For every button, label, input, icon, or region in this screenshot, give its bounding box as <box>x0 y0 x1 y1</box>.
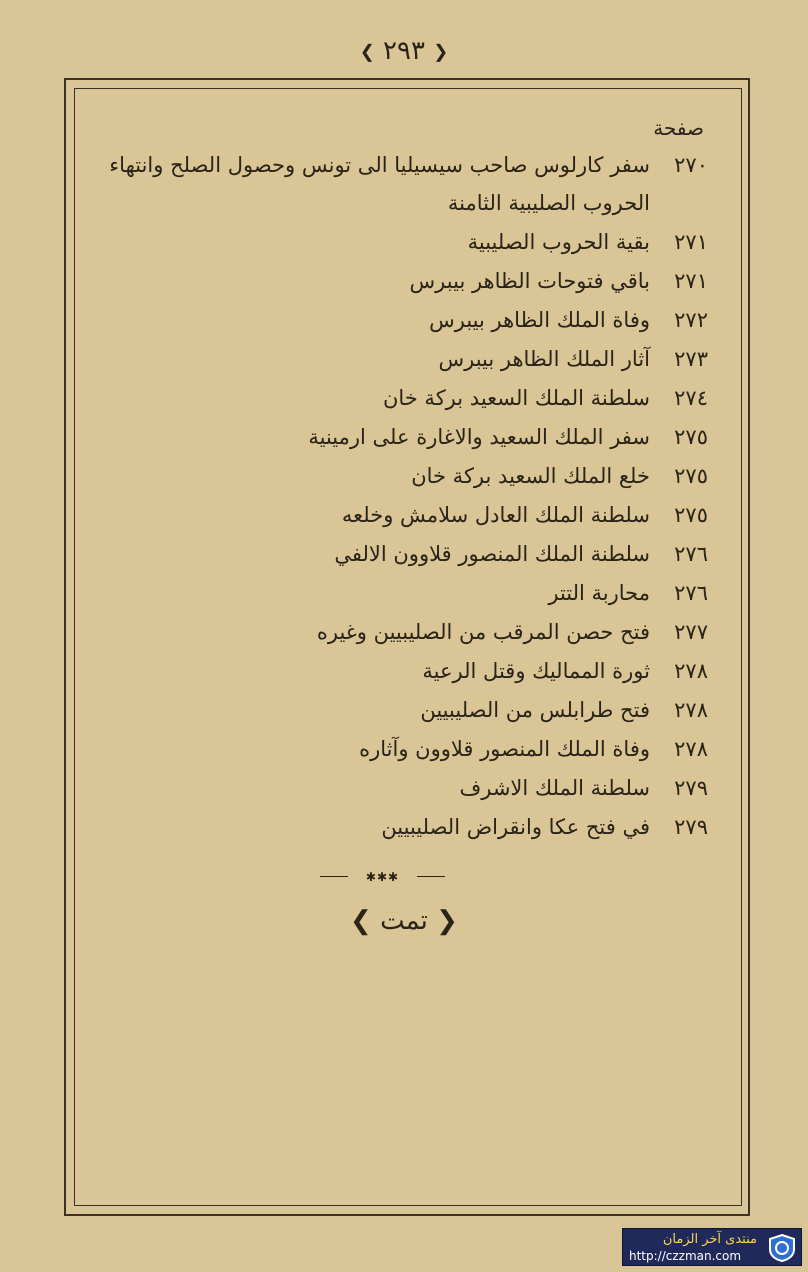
toc-title: سفر الملك السعيد والاغارة على ارمينية <box>308 425 650 449</box>
shield-logo-icon <box>767 1233 797 1263</box>
toc-title: آثار الملك الظاهر بيبرس <box>438 347 650 371</box>
toc-entry <box>68 223 708 261</box>
toc-page-number: ٢٧٨ <box>674 698 708 722</box>
toc-page-number: ٢٧١ <box>674 230 708 254</box>
right-ornament-icon: ❯ <box>359 41 375 63</box>
toc-page-number: ٢٧٥ <box>674 425 708 449</box>
toc-title: سلطنة الملك العادل سلامش وخلعه <box>341 503 650 527</box>
toc-entry <box>68 146 708 222</box>
toc-title: سلطنة الملك الاشرف <box>459 776 650 800</box>
toc-entry <box>68 769 708 807</box>
toc-title: وفاة الملك المنصور قلاوون وآثاره <box>359 737 650 761</box>
divider-line-left <box>320 876 348 877</box>
toc-title: فتح حصن المرقب من الصليبيين وغيره <box>316 620 650 644</box>
toc-page-number: ٢٧٩ <box>674 815 708 839</box>
left-ornament-icon: ❮ <box>433 41 449 63</box>
watermark-name: منتدى آخر الزمان <box>662 1232 757 1247</box>
end-mark-text: تمت <box>380 906 428 936</box>
page-number-text: ٢٩٣ <box>383 36 425 66</box>
left-ornament-icon: ❮ <box>436 906 458 936</box>
end-mark <box>0 906 808 936</box>
ornamental-divider <box>320 870 445 884</box>
toc-entry <box>68 301 708 339</box>
toc-entry <box>68 262 708 300</box>
toc-page-number: ٢٧٤ <box>674 386 708 410</box>
toc-entry <box>68 418 708 456</box>
toc-page-number: ٢٧٢ <box>674 308 708 332</box>
toc-entry <box>68 535 708 573</box>
toc-page-number: ٢٧٦ <box>674 581 708 605</box>
toc-entry <box>68 340 708 378</box>
toc-entry <box>68 496 708 534</box>
toc-title: سلطنة الملك المنصور قلاوون الالفي <box>334 542 650 566</box>
toc-entry <box>68 574 708 612</box>
watermark-url: http://czzman.com <box>629 1249 742 1263</box>
toc-page-number: ٢٧٠ <box>674 153 708 177</box>
toc-title: سفر كارلوس صاحب سيسيليا الى تونس وحصول الصلح وانتهاء الحروب الصليبية الثامنة <box>109 153 650 215</box>
toc-title: بقية الحروب الصليبية <box>467 230 650 254</box>
toc-entry <box>68 379 708 417</box>
toc-page-number: ٢٧٦ <box>674 542 708 566</box>
toc-page-number: ٢٧٨ <box>674 659 708 683</box>
toc-title: سلطنة الملك السعيد بركة خان <box>382 386 650 410</box>
toc-page-number: ٢٧٥ <box>674 503 708 527</box>
toc-page-number: ٢٧٨ <box>674 737 708 761</box>
toc-title: وفاة الملك الظاهر بيبرس <box>429 308 650 332</box>
toc-page-number: ٢٧٥ <box>674 464 708 488</box>
toc-title: خلع الملك السعيد بركة خان <box>411 464 650 488</box>
toc-page-number: ٢٧٣ <box>674 347 708 371</box>
toc-entry <box>68 457 708 495</box>
toc-page-number: ٢٧٩ <box>674 776 708 800</box>
right-ornament-icon: ❯ <box>350 906 372 936</box>
page-number <box>0 36 808 66</box>
toc-title: محاربة التتر <box>548 581 650 605</box>
toc-title: باقي فتوحات الظاهر بيبرس <box>409 269 650 293</box>
toc-entry <box>68 652 708 690</box>
table-of-contents <box>68 146 708 847</box>
forum-watermark <box>622 1228 802 1266</box>
toc-title: في فتح عكا وانقراض الصليبيين <box>381 815 650 839</box>
divider-line-right <box>417 876 445 877</box>
toc-entry <box>68 730 708 768</box>
toc-page-number: ٢٧٧ <box>674 620 708 644</box>
toc-entry <box>68 691 708 729</box>
toc-page-number: ٢٧١ <box>674 269 708 293</box>
toc-entry <box>68 613 708 651</box>
toc-entry <box>68 808 708 846</box>
toc-title: فتح طرابلس من الصليبيين <box>420 698 650 722</box>
page-column-header: صفحة <box>653 116 704 140</box>
toc-title: ثورة المماليك وقتل الرعية <box>422 659 650 683</box>
divider-ornament-icon: ✱✱✱ <box>365 870 400 884</box>
